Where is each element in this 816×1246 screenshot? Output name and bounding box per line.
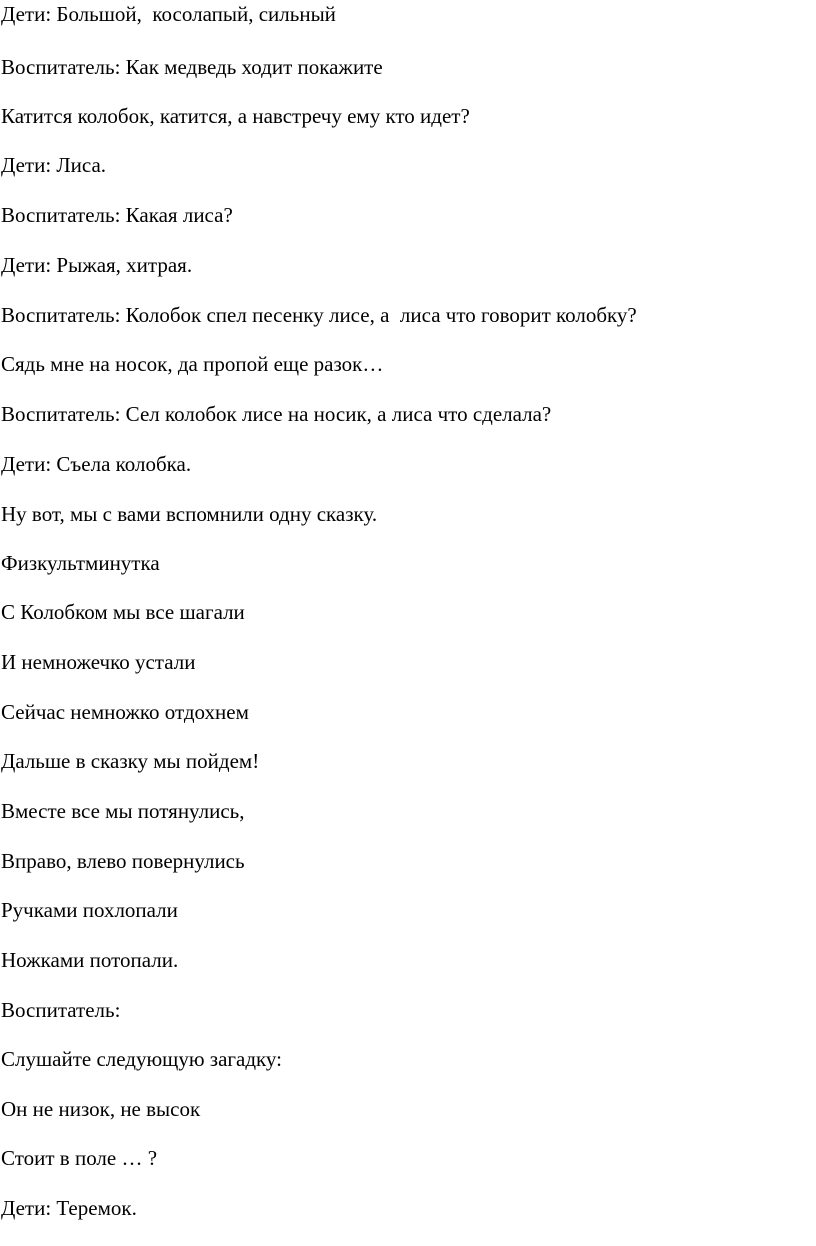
- text-line-14: И немножечко устали: [1, 650, 196, 674]
- text-line-16: Дальше в сказку мы пойдем!: [1, 749, 260, 773]
- text-line-1: Дети: Большой, косолапый, сильный: [1, 2, 336, 26]
- text-line-18: Вправо, влево повернулись: [1, 849, 245, 873]
- text-line-17: Вместе все мы потянулись,: [1, 799, 245, 823]
- text-line-3: Катится колобок, катится, а навстречу ему кто идет?: [1, 104, 470, 128]
- text-line-19: Ручками похлопали: [1, 898, 178, 922]
- text-line-24: Стоит в поле … ?: [1, 1146, 158, 1170]
- text-line-25: Дети: Теремок.: [1, 1196, 137, 1220]
- text-line-9: Воспитатель: Сел колобок лисе на носик, а лиса что сделала?: [1, 402, 552, 426]
- text-line-7: Воспитатель: Колобок спел песенку лисе, а лиса что говорит колобку?: [1, 303, 637, 327]
- text-line-5: Воспитатель: Какая лиса?: [1, 203, 233, 227]
- text-line-21: Воспитатель:: [1, 998, 121, 1022]
- text-line-6: Дети: Рыжая, хитрая.: [1, 253, 193, 277]
- text-line-8: Сядь мне на носок, да пропой еще разок…: [1, 352, 384, 376]
- text-line-13: С Колобком мы все шагали: [1, 600, 245, 624]
- text-line-12: Физкультминутка: [1, 551, 160, 575]
- text-line-15: Сейчас немножко отдохнем: [1, 700, 249, 724]
- text-line-23: Он не низок, не высок: [1, 1097, 201, 1121]
- text-line-4: Дети: Лиса.: [1, 153, 107, 177]
- text-line-11: Ну вот, мы с вами вспомнили одну сказку.: [1, 502, 378, 526]
- text-line-22: Слушайте следующую загадку:: [1, 1047, 282, 1071]
- text-line-2: Воспитатель: Как медведь ходит покажите: [1, 55, 383, 79]
- text-line-10: Дети: Съела колобка.: [1, 452, 192, 476]
- text-line-20: Ножками потопали.: [1, 948, 179, 972]
